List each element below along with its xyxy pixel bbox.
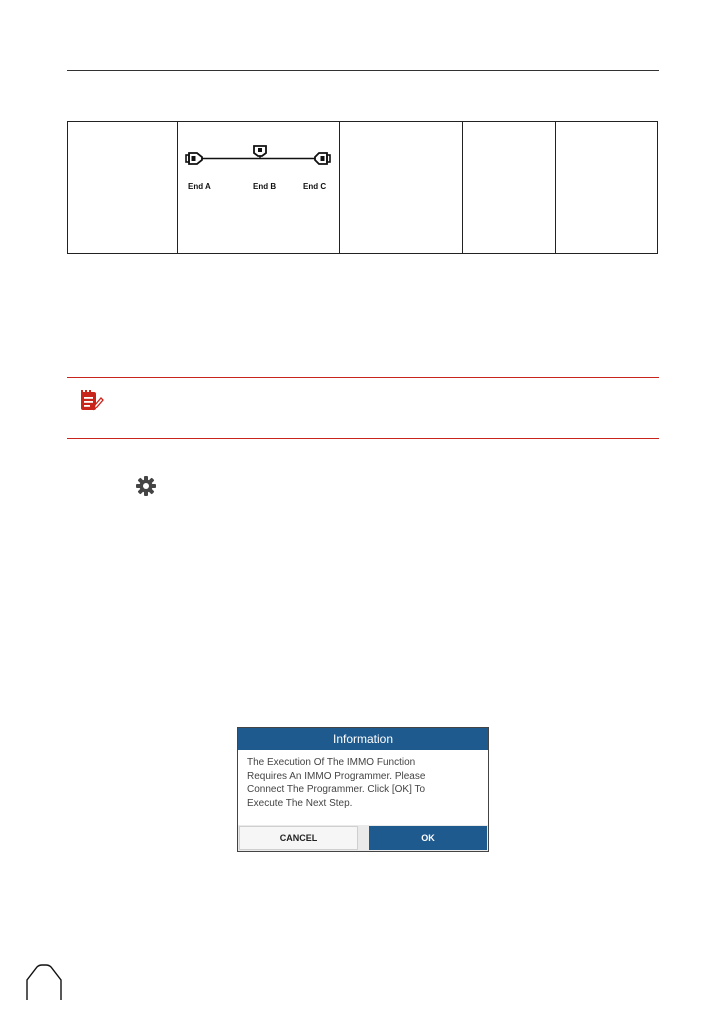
information-dialog bbox=[237, 727, 489, 852]
header-rule bbox=[67, 70, 659, 71]
dialog-message-line: Requires An IMMO Programmer. Please bbox=[247, 770, 426, 782]
end-b-connector-icon bbox=[254, 146, 266, 159]
dialog-message bbox=[247, 756, 483, 810]
dialog-message-line: Execute The Next Step. bbox=[247, 797, 353, 809]
dialog-message-line: The Execution Of The IMMO Function bbox=[247, 757, 416, 768]
table-cell-3 bbox=[340, 122, 463, 253]
cable-table bbox=[67, 121, 658, 254]
dialog-title: Information bbox=[238, 728, 488, 750]
end-b-label: End B bbox=[253, 182, 277, 191]
end-c-label: End C bbox=[303, 182, 327, 191]
y-cable-diagram bbox=[182, 142, 334, 180]
cancel-button[interactable]: CANCEL bbox=[239, 826, 358, 850]
table-cell-name bbox=[68, 122, 178, 253]
note-top-rule bbox=[67, 377, 659, 378]
dialog-message-line: Connect The Programmer. Click [OK] To bbox=[247, 784, 426, 795]
gear-icon bbox=[135, 475, 157, 497]
table-cell-5 bbox=[556, 122, 658, 253]
ok-button[interactable]: OK bbox=[369, 826, 487, 850]
dialog-footer bbox=[238, 825, 488, 851]
page-tab-icon bbox=[24, 962, 64, 1002]
end-a-label: End A bbox=[188, 182, 211, 191]
end-a-connector-icon bbox=[186, 153, 202, 164]
table-cell-diagram bbox=[178, 122, 340, 253]
note-pencil-icon bbox=[80, 390, 104, 412]
end-c-connector-icon bbox=[315, 153, 330, 164]
note-bottom-rule bbox=[67, 438, 659, 439]
table-cell-4 bbox=[463, 122, 556, 253]
